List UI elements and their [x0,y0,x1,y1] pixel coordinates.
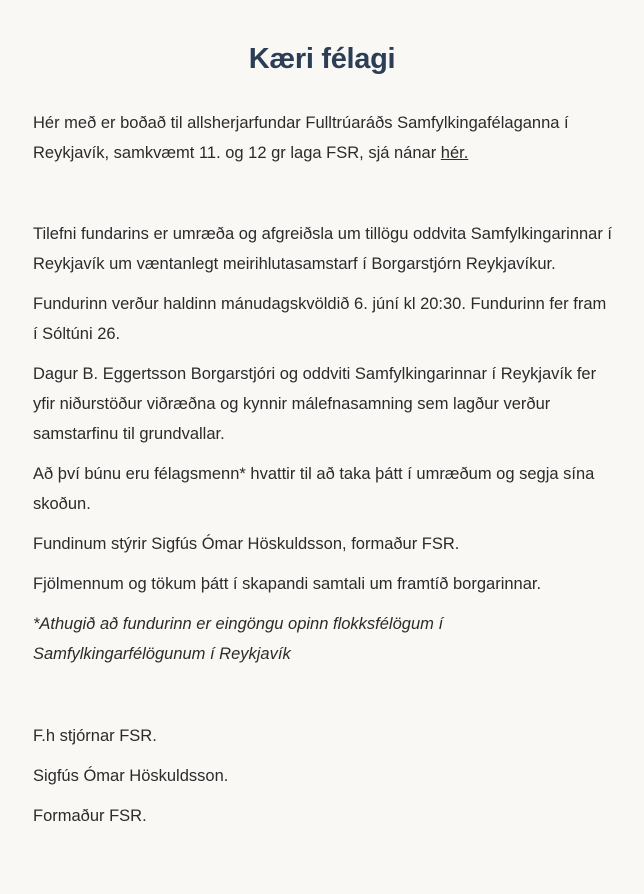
details-link[interactable]: hér. [440,144,469,162]
paragraph-chair: Fundinum stýrir Sigfús Ómar Höskuldsson, formaður FSR. [33,535,460,553]
letter-body [33,108,613,841]
intro-paragraph [33,108,613,168]
membership-note: *Athugið að fundurinn er eingöngu opinn flokksfélögum í Samfylkingarfélögunum í Reykjavík [33,615,444,663]
signature-role: Formaður FSR. [33,807,147,825]
page-title: Kæri félagi [248,43,396,76]
intro-text: Hér með er boðað til allsherjarfundar Fulltrúaráðs Samfylkingafélaganna í Reykjavík, samkvæmt 11. og 12 gr laga FSR, sjá nánar [33,114,569,162]
signature-name: Sigfús Ómar Höskuldsson. [33,767,229,785]
paragraph-presentation: Dagur B. Eggertsson Borgarstjóri og oddviti Samfylkingarinnar í Reykjavík fer yfir niðurstöður viðræðna og kynnir málefnasamning sem lagður verður samstarfinu til grundvallar. [33,365,597,443]
paragraph-time-place: Fundurinn verður haldinn mánudagskvöldið 6. júní kl 20:30. Fundurinn fer fram í Sóltúni 26. [33,295,607,343]
paragraph-call-to-action: Fjölmennum og tökum þátt í skapandi samtali um framtíð borgarinnar. [33,575,542,593]
paragraph-purpose: Tilefni fundarins er umræða og afgreiðsla um tillögu oddvita Samfylkingarinnar í Reykjavík um væntanlegt meirihlutasamstarf í Borgarstjórn Reykjavíkur. [33,225,613,273]
signature-on-behalf: F.h stjórnar FSR. [33,727,157,745]
paragraph-discussion: Að því búnu eru félagsmenn* hvattir til að taka þátt í umræðum og segja sína skoðun. [33,465,595,513]
